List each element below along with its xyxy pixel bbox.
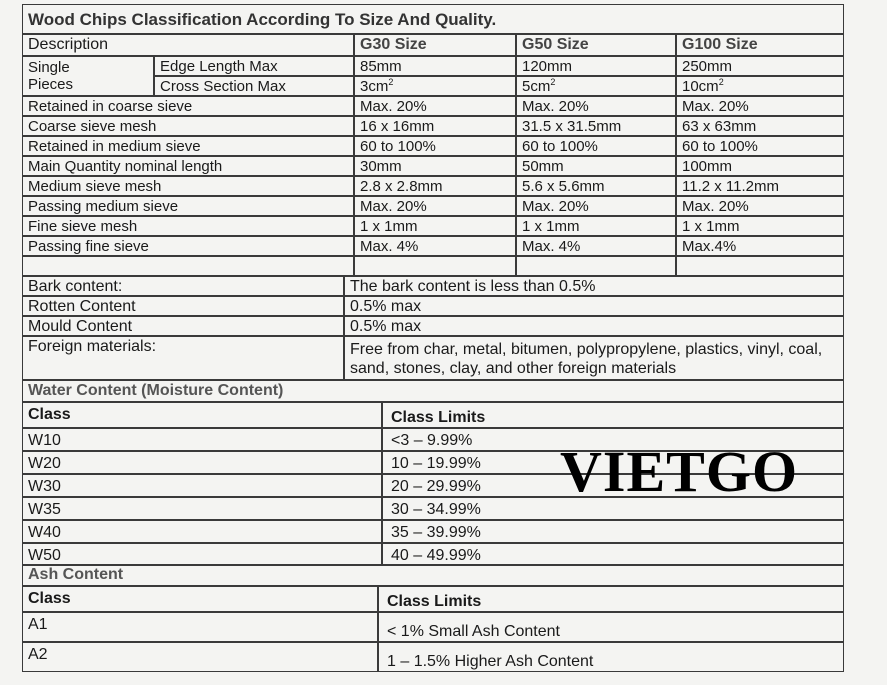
edge-length-g100: 250mm	[676, 56, 844, 76]
size-row-value: 100mm	[676, 156, 844, 176]
size-row-value: Max. 4%	[516, 236, 676, 256]
cross-section-g30	[354, 76, 516, 96]
size-row-value: 31.5 x 31.5mm	[516, 116, 676, 136]
size-row-value: Max.4%	[676, 236, 844, 256]
ash-class-header: Class	[22, 586, 378, 612]
size-row-value: 11.2 x 11.2mm	[676, 176, 844, 196]
cross-section-g50-value: 5cm	[522, 78, 551, 95]
size-row-value: 63 x 63mm	[676, 116, 844, 136]
size-header-g30: G30 Size	[354, 34, 516, 56]
description-header: Description	[22, 34, 354, 56]
size-row-value: Max. 4%	[354, 236, 516, 256]
size-row-value: 60 to 100%	[354, 136, 516, 156]
water-limits-header: Class Limits	[382, 402, 844, 428]
ash-limit-cell: 1 – 1.5% Higher Ash Content	[378, 642, 844, 672]
water-limit-cell: 40 – 49.99%	[382, 543, 844, 566]
exponent: 2	[550, 77, 556, 87]
size-row-value: Max. 20%	[354, 196, 516, 216]
ash-class-cell: A2	[22, 642, 378, 672]
edge-length-label: Edge Length Max	[154, 56, 354, 76]
ash-class-cell: A1	[22, 612, 378, 642]
size-row-label: Retained in coarse sieve	[22, 96, 354, 116]
cross-section-g50	[516, 76, 676, 96]
foreign-materials-value: Free from char, metal, bitumen, polypropylene, plastics, vinyl, coal, sand, stones, clay, and other foreign materials	[344, 336, 844, 380]
size-row-value: 1 x 1mm	[676, 216, 844, 236]
water-limit-cell: <3 – 9.99%	[382, 428, 844, 451]
size-row-value: 30mm	[354, 156, 516, 176]
water-class-cell: W50	[22, 543, 382, 566]
exponent: 2	[388, 77, 394, 87]
size-row-value: 60 to 100%	[516, 136, 676, 156]
cross-section-label: Cross Section Max	[154, 76, 354, 96]
size-row-value: 60 to 100%	[676, 136, 844, 156]
size-row-label: Passing fine sieve	[22, 236, 354, 256]
mould-content-label: Mould Content	[22, 316, 344, 336]
size-row-label: Medium sieve mesh	[22, 176, 354, 196]
size-row-value: Max. 20%	[676, 196, 844, 216]
size-row-value: Max. 20%	[516, 196, 676, 216]
page-title: Wood Chips Classification According To Size And Quality.	[22, 4, 844, 34]
water-limit-cell: 10 – 19.99%	[382, 451, 844, 474]
water-limit-cell: 30 – 34.99%	[382, 497, 844, 520]
rotten-content-value: 0.5% max	[344, 296, 844, 316]
size-row-value: 1 x 1mm	[354, 216, 516, 236]
ash-limit-cell: < 1% Small Ash Content	[378, 612, 844, 642]
size-row-label: Coarse sieve mesh	[22, 116, 354, 136]
edge-length-g30: 85mm	[354, 56, 516, 76]
empty-row-label	[22, 256, 354, 276]
size-row-value: 1 x 1mm	[516, 216, 676, 236]
ash-content-heading: Ash Content	[22, 564, 844, 586]
water-limit-cell: 20 – 29.99%	[382, 474, 844, 497]
bark-content-label: Bark content:	[22, 276, 344, 296]
rotten-content-label: Rotten Content	[22, 296, 344, 316]
size-row-value: 50mm	[516, 156, 676, 176]
water-class-cell: W35	[22, 497, 382, 520]
water-content-heading: Water Content (Moisture Content)	[22, 380, 844, 402]
size-row-value: 16 x 16mm	[354, 116, 516, 136]
size-row-value: Max. 20%	[676, 96, 844, 116]
water-class-cell: W10	[22, 428, 382, 451]
cross-section-g100	[676, 76, 844, 96]
foreign-materials-label: Foreign materials:	[22, 336, 344, 380]
classification-sheet	[22, 4, 844, 678]
cross-section-g100-value: 10cm	[682, 78, 719, 95]
water-class-cell: W30	[22, 474, 382, 497]
size-row-value: 2.8 x 2.8mm	[354, 176, 516, 196]
size-header-g100: G100 Size	[676, 34, 844, 56]
water-limit-cell: 35 – 39.99%	[382, 520, 844, 543]
single-pieces-label: Single Pieces	[22, 56, 154, 96]
size-row-value: Max. 20%	[354, 96, 516, 116]
size-row-value: 5.6 x 5.6mm	[516, 176, 676, 196]
empty-row-g30	[354, 256, 516, 276]
size-row-label: Passing medium sieve	[22, 196, 354, 216]
size-row-label: Retained in medium sieve	[22, 136, 354, 156]
size-row-value: Max. 20%	[516, 96, 676, 116]
vietgo-watermark: VIETGO	[560, 439, 799, 504]
size-row-label: Main Quantity nominal length	[22, 156, 354, 176]
water-class-header: Class	[22, 402, 382, 428]
water-class-cell: W40	[22, 520, 382, 543]
empty-row-g100	[676, 256, 844, 276]
ash-limits-header: Class Limits	[378, 586, 844, 612]
empty-row-g50	[516, 256, 676, 276]
size-row-label: Fine sieve mesh	[22, 216, 354, 236]
edge-length-g50: 120mm	[516, 56, 676, 76]
exponent: 2	[718, 77, 724, 87]
bark-content-value: The bark content is less than 0.5%	[344, 276, 844, 296]
water-class-cell: W20	[22, 451, 382, 474]
cross-section-g30-value: 3cm	[360, 78, 389, 95]
size-header-g50: G50 Size	[516, 34, 676, 56]
mould-content-value: 0.5% max	[344, 316, 844, 336]
